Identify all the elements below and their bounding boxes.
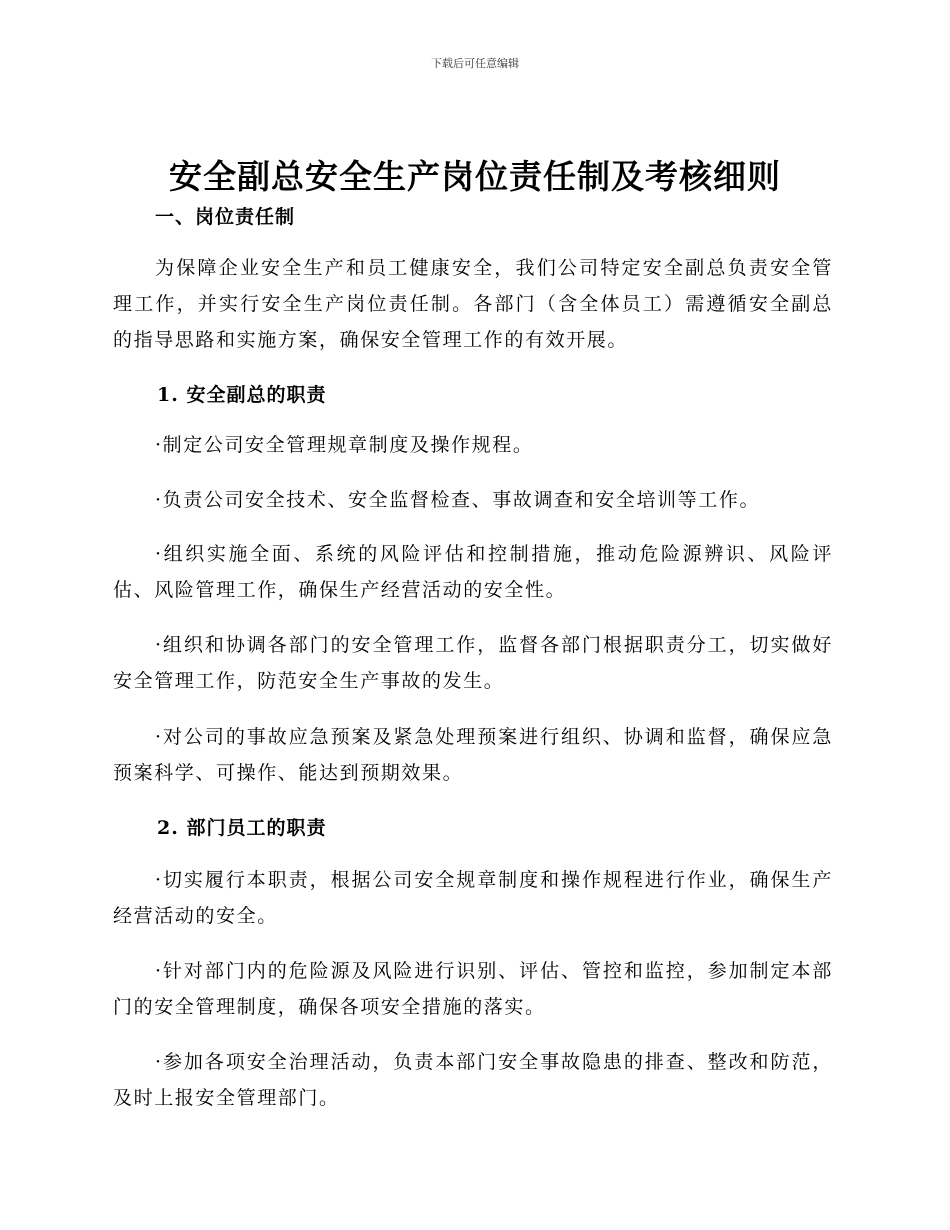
list-item: ·组织和协调各部门的安全管理工作，监督各部门根据职责分工，切实做好安全管理工作，防范安全生产事故的发生。 [113,634,833,692]
list-item: ·制定公司安全管理规章制度及操作规程。 [155,434,534,456]
intro-paragraph: 为保障企业安全生产和员工健康安全，我们公司特定安全副总负责安全管理工作，并实行安全生产岗位责任制。各部门（含全体员工）需遵循安全副总的指导思路和实施方案，确保安全管理工作的有效开展。 [113,257,833,351]
document-title: 安全副总安全生产岗位责任制及考核细则 [169,157,781,196]
subsection-heading-vp-duties: 1. 安全副总的职责 [157,384,327,406]
header-note: 下载后可任意编辑 [431,57,519,70]
list-item: ·切实履行本职责，根据公司安全规章制度和操作规程进行作业，确保生产经营活动的安全。 [113,869,833,927]
list-item: ·组织实施全面、系统的风险评估和控制措施，推动危险源辨识、风险评估、风险管理工作，确保生产经营活动的安全性。 [113,543,833,601]
list-item: ·对公司的事故应急预案及紧急处理预案进行组织、协调和监督，确保应急预案科学、可操作、能达到预期效果。 [113,726,833,784]
subsection-heading-staff-duties: 2. 部门员工的职责 [157,817,327,839]
section-heading: 一、岗位责任制 [155,206,296,228]
list-item: ·负责公司安全技术、安全监督检查、事故调查和安全培训等工作。 [155,489,761,511]
list-item: ·针对部门内的危险源及风险进行识别、评估、管控和监控，参加制定本部门的安全管理制度，确保各项安全措施的落实。 [113,960,833,1018]
list-item: ·参加各项安全治理活动，负责本部门安全事故隐患的排查、整改和防范，及时上报安全管理部门。 [113,1051,833,1109]
